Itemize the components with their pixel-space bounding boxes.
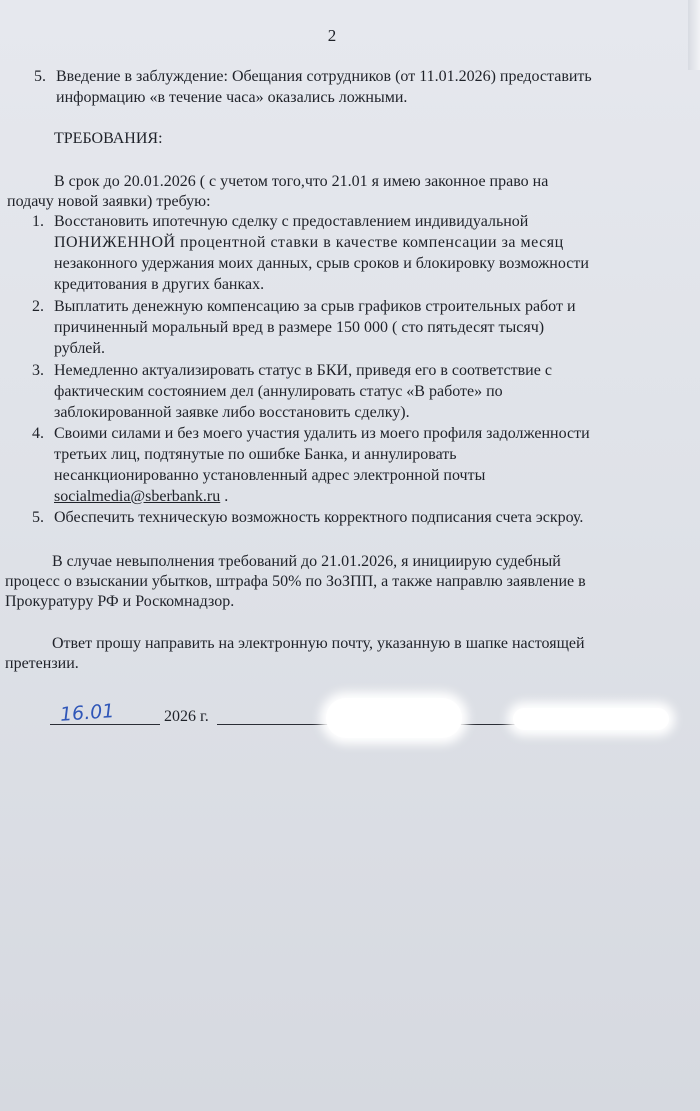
list-item-line: ПОНИЖЕННОЙ процентной ставки в качестве компенсации за месяц <box>54 234 564 251</box>
email-link[interactable]: socialmedia@sberbank.ru <box>54 488 221 505</box>
handwritten-date: 16.01 <box>59 700 116 726</box>
page-number: 2 <box>327 26 337 45</box>
list-item-line: несанкционированно установленный адрес электронной почты <box>54 467 486 484</box>
redacted-name <box>513 708 669 730</box>
section-heading: ТРЕБОВАНИЯ: <box>54 130 163 147</box>
list-item-line: незаконного удержания моих данных, срыв сроков и блокировку возможности <box>54 255 589 272</box>
list-item-line: кредитования в других банках. <box>54 276 265 293</box>
list-number: 5. <box>32 509 44 526</box>
list-item-line: Обеспечить техническую возможность корректного подписания счета эскроу. <box>54 509 584 526</box>
list-item-line: заблокированной заявке либо восстановить сделку). <box>54 404 410 421</box>
preamble-line-1: В срок до 20.01.2026 ( с учетом того,что 21.01 я имею законное право на <box>54 173 549 190</box>
paragraph-line: Ответ прошу направить на электронную почту, указанную в шапке настоящей <box>52 635 585 652</box>
paragraph-line: информацию «в течение часа» оказались ложными. <box>56 89 408 106</box>
paragraph-line: Введение в заблуждение: Обещания сотрудников (от 11.01.2026) предоставить <box>56 68 592 85</box>
page-edge <box>688 0 700 70</box>
email-tail: . <box>220 488 229 505</box>
list-number: 3. <box>32 362 44 379</box>
list-item-line: третьих лиц, подтянутые по ошибке Банка, и аннулировать <box>54 446 457 463</box>
list-item-line: фактическим состоянием дел (аннулировать статус «В работе» по <box>54 383 503 400</box>
list-number: 4. <box>32 425 44 442</box>
list-item-line: Восстановить ипотечную сделку с предоставлением индивидуальной <box>54 213 529 230</box>
list-number: 5. <box>34 68 46 85</box>
list-item-line: рублей. <box>54 340 105 357</box>
list-item-line <box>54 487 228 507</box>
list-item-line: Немедленно актуализировать статус в БКИ, приведя его в соответствие с <box>54 362 552 379</box>
paragraph-line <box>54 172 660 192</box>
list-number: 2. <box>32 298 44 315</box>
year-text: 2026 г. <box>164 708 209 725</box>
paragraph-line: Прокуратуру РФ и Роскомнадзор. <box>5 593 235 610</box>
list-item-line: Своими силами и без моего участия удалить из моего профиля задолженности <box>54 425 590 442</box>
redacted-signature <box>326 698 462 738</box>
list-item-line: причиненный моральный вред в размере 150 000 ( сто пятьдесят тысяч) <box>54 319 545 336</box>
paragraph-line: В случае невыполнения требований до 21.01.2026, я инициирую судебный <box>52 553 561 570</box>
paragraph-line: подачу новой заявки) требую: <box>7 193 211 210</box>
list-number: 1. <box>32 213 44 230</box>
paragraph-line: процесс о взыскании убытков, штрафа 50% по ЗоЗПП, а также направлю заявление в <box>5 573 586 590</box>
list-item-line: Выплатить денежную компенсацию за срыв графиков строительных работ и <box>54 298 576 315</box>
paragraph-line: претензии. <box>5 655 79 672</box>
